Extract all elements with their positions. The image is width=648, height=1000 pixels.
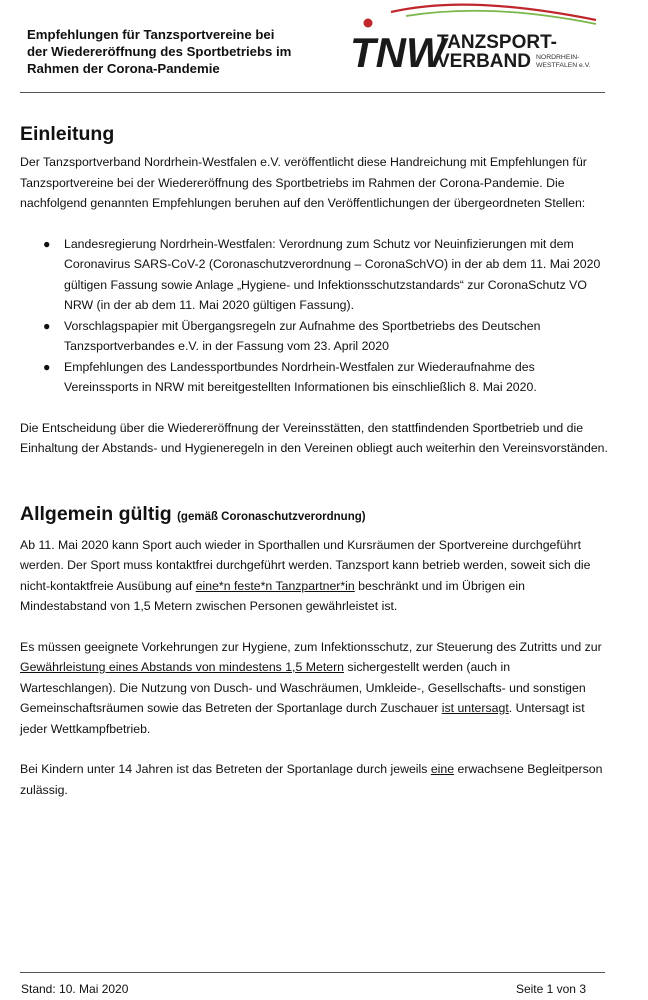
intro-paragraph: Der Tanzsportverband Nordrhein-Westfalen e.V. veröffentlicht diese Handreichung mit Empfehlungen für Tanzsportvereine bei der Wiedereröffnung des Sportbetriebs im Rahmen der Corona-Pandemie. Die nachfolgend genannten Empfehlungen beruhen auf den Veröffentlichungen der übergeordneten Stellen: [20, 155, 587, 210]
general-paragraph-3 [20, 759, 608, 800]
document-title [27, 26, 332, 77]
underlined-text: Gewährleistung eines Abstands von mindestens 1,5 Metern [20, 660, 345, 674]
text-run: . Untersagt ist jeder Wettkampfbetrieb. [20, 701, 585, 736]
footer-page-number: Seite 1 von 3 [515, 982, 586, 996]
logo-name-line2: VERBAND [437, 51, 531, 72]
logo-swoosh-green [406, 11, 596, 24]
source-list [20, 234, 608, 398]
footer-divider [20, 972, 605, 973]
text-run: erwachsene Begleitperson zulässig. [20, 762, 603, 797]
underlined-text: eine [430, 762, 455, 776]
list-item-text: Empfehlungen des Landessportbundes Nordrhein-Westfalen zur Wiederaufnahme des Vereinssports in NRW mit bereitgestellten Informationen bis einschließlich 8. Mai 2020. [64, 359, 537, 394]
intro-closing-paragraph: Die Entscheidung über die Wiedereröffnung der Vereinsstätten, den stattfindenden Sportbetrieb und die Einhaltung der Abstands- und Hygieneregeln in den Vereinen obliegt auch weiterhin den Vereinsvorständen. [20, 420, 608, 455]
section-heading-general-title: Allgemein gültig [20, 502, 172, 525]
text-run: Bei Kindern unter 14 Jahren ist das Betreten der Sportanlage durch jeweils [20, 762, 431, 776]
text-run: sichergestellt werden (auch in Warteschlangen). Die Nutzung von Dusch- und Waschräumen, Umkleide-, Gesellschafts- und sonstigen Gemeinschaftsräumen sowie das Betreten der Sportanlage durch Zuschauer [20, 660, 586, 715]
list-item-text: Landesregierung Nordrhein-Westfalen: Verordnung zum Schutz vor Neuinfizierungen mit dem Coronavirus SARS-CoV-2 (Coronaschutzverordnung – CoronaSchVO) in der ab dem 11. Mai 2020 gültigen Fassung sowie Anlage „Hygiene- und Infektionsschutzstandards“ zur CoronaSchutz VO NRW (in der ab dem 11. Mai 2020 gültigen Fassung). [64, 236, 601, 312]
logo-mark: TNW [350, 29, 446, 75]
document-title-line: Empfehlungen für Tanzsportvereine bei [27, 27, 275, 42]
document-title-line: der Wiedereröffnung des Sportbetriebs im [27, 44, 292, 59]
text-run: Es müssen geeignete Vorkehrungen zur Hygiene, zum Infektionsschutz, zur Steuerung des Zutritts und zur [20, 639, 602, 654]
tnw-logo [346, 0, 598, 75]
logo-dancer-head-icon [364, 19, 373, 28]
section-heading-general-subtitle: (gemäß Coronaschutzverordnung) [177, 510, 366, 523]
underlined-text: ist untersagt [441, 701, 509, 715]
general-paragraph-1 [20, 535, 608, 617]
bullet-icon: ● [43, 318, 51, 333]
bullet-icon: ● [43, 236, 51, 251]
list-item-text: Vorschlagspapier mit Übergangsregeln zur Aufnahme des Sportbetriebs des Deutschen Tanzsportverbandes e.V. in der Fassung vom 23. April 2020 [64, 318, 541, 353]
document-body [20, 120, 608, 800]
section-heading-introduction: Einleitung [20, 123, 115, 145]
footer-date: Stand: 10. Mai 2020 [21, 982, 129, 996]
document-title-line: Rahmen der Corona-Pandemie [27, 61, 220, 76]
list-item [20, 316, 608, 357]
list-item [20, 357, 608, 398]
bullet-icon: ● [43, 359, 51, 374]
header-divider [20, 92, 605, 93]
logo-region-line1: NORDRHEIN- [536, 54, 580, 61]
logo-name-line1: TANZSPORT- [437, 32, 557, 53]
list-item [20, 234, 608, 316]
text-run: beschränkt und im Übrigen ein Mindestabstand von 1,5 Metern zwischen Personen gewährleistet ist. [20, 578, 525, 613]
text-run: Ab 11. Mai 2020 kann Sport auch wieder in Sporthallen und Kursräumen der Sportvereine durchgeführt werden. Der Sport muss kontaktfrei durchgeführt werden. Tanzsport kann betrieb werden, soweit sich die nicht-kontaktfreie Ausübung auf [20, 537, 591, 593]
section-heading-general [20, 500, 608, 531]
general-paragraph-2 [20, 637, 608, 740]
underlined-text: eine*n feste*n Tanzpartner*in [195, 578, 355, 593]
logo-region-line2: WESTFALEN e.V. [536, 62, 591, 69]
